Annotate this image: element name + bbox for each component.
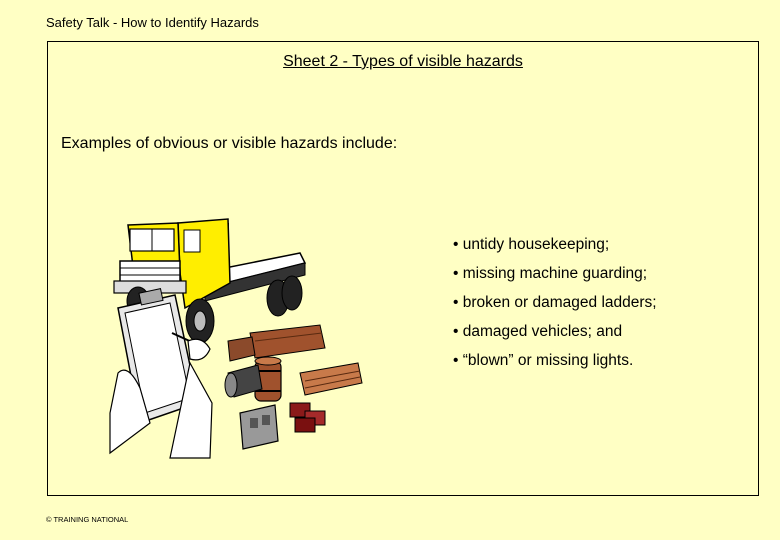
hazard-item: • untidy housekeeping; [453,236,610,253]
bricks-illustration [290,403,325,432]
hazard-item: • “blown” or missing lights. [453,352,634,369]
hazard-item: • missing machine guarding; [453,265,648,282]
intro-text: Examples of obvious or visible hazards include: [61,135,398,152]
footer-copyright: © TRAINING NATIONAL [46,515,129,524]
page-header-title: Safety Talk - How to Identify Hazards [46,15,259,30]
hazard-item: • damaged vehicles; and [453,323,623,340]
sheet-title: Sheet 2 - Types of visible hazards [283,53,523,70]
hazard-list [453,230,657,375]
hazard-item: • broken or damaged ladders; [453,294,657,311]
hazard-illustration [100,213,390,463]
concrete-block-illustration [240,405,278,449]
